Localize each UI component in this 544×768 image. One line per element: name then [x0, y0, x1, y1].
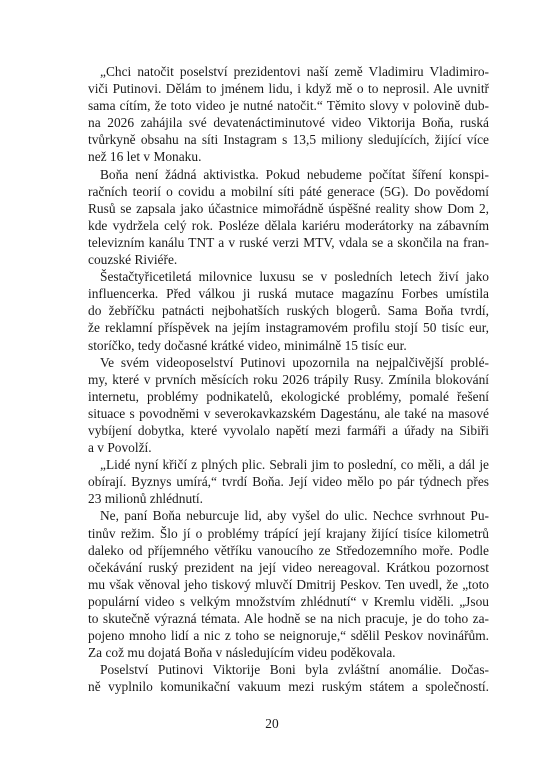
paragraph — [88, 63, 489, 166]
paragraph — [88, 166, 489, 269]
text-line: vybíjení dobytka, které vyvolalo napětí mezi farmáři a úřady na Sibiři — [88, 422, 489, 438]
paragraph — [88, 268, 489, 353]
text-line: pojeno mnoho lidí a nic z toho se neignoruje,“ sdělil Peskov novinářům. — [88, 628, 489, 644]
text-line: ně vyplnilo komunikační vakuum mezi ruským státem a společností. — [88, 679, 489, 695]
text-line: internetu, problémy podnikatelů, ekologické problémy, pomalé řešení — [88, 388, 489, 404]
text-line: Poselství Putinovi Viktorije Boni byla zvláštní anomálie. Dočas- — [100, 662, 489, 678]
text-line: račních teorií o covidu a mobilní síti páté generace (5G). Do povědomí — [88, 183, 489, 199]
text-line: na 2026 zahájila své devatenáctiminutové video Viktorija Boňa, ruská — [88, 115, 489, 131]
text-line: tvůrkyně obsahu na síti Instagram s 13,5 miliony sledujících, žijící více — [88, 132, 489, 148]
text-line: očekávání ruský prezident na její video nereagoval. Krátkou pozornost — [88, 559, 489, 575]
text-line: situace s povodněmi v severokavkazském Dagestánu, ale také na masové — [88, 405, 489, 421]
text-line: daleko od příjemného větříku vanoucího ze Středozemního moře. Podle — [88, 542, 489, 558]
text-line: kde vydržela celý rok. Posléze dělala kariéru moderátorky na zábavním — [88, 217, 489, 233]
paragraph — [88, 456, 489, 507]
text-line: „Chci natočit poselství prezidentovi naší země Vladimiru Vladimiro- — [100, 64, 489, 79]
text-line: influencerka. Před válkou ji ruská mutace magazínu Forbes umístila — [88, 286, 489, 302]
text-line: Ne, paní Boňa neburcuje lid, aby vyšel do ulic. Nechce svrhnout Pu- — [100, 508, 489, 524]
text-line: sama cítím, že toto video je nutné natočit.“ Těmito slovy v polovině dub- — [88, 98, 489, 114]
text-line: televizním kanálu TNT a v ruské verzi MTV, vdala se a skončila na fran- — [88, 234, 489, 250]
text-line: Ve svém videoposelství Putinovi upozornila na nejpalčivější problé- — [100, 354, 489, 370]
text-line: než 16 let v Monaku. — [88, 149, 202, 165]
text-line: do žebříčku patnácti nejbohatších ruských blogerů. Sama Boňa tvrdí, — [88, 303, 489, 319]
paragraph — [88, 507, 489, 661]
text-line: storíčko, tedy dočasné krátké video, minimálně 15 tisíc eur. — [88, 337, 407, 353]
text-line: Rusů se zapsala jako účastnice mimořádně úspěšné reality show Dom 2, — [88, 200, 489, 216]
paragraph — [88, 661, 489, 695]
text-line: mu však věnoval jeho tiskový mluvčí Dmitrij Peskov. Ten uvedl, že „toto — [88, 576, 489, 592]
text-line: my, které v prvních měsících roku 2026 trápily Rusy. Zmínila blokování — [88, 371, 489, 387]
page-number: 20 — [265, 716, 279, 731]
text-line: obírají. Byznys umírá,“ tvrdí Boňa. Její video mělo po pár týdnech přes — [88, 474, 489, 490]
text-line: a v Povolží. — [88, 440, 152, 456]
text-line: Za což mu dojatá Boňa v následujícím videu poděkovala. — [88, 645, 396, 661]
text-line: populární video s velkým množstvím zhlédnutí“ v Kremlu viděli. „Jsou — [88, 593, 489, 609]
text-line: Boňa není žádná aktivistka. Pokud nebudeme počítat šíření konspi- — [100, 166, 489, 182]
body-text — [88, 63, 489, 695]
text-line: viči Putinovi. Dělám to jménem lidu, i když mě o to neprosil. Ale uvnitř — [88, 81, 489, 97]
paragraph — [88, 354, 489, 457]
text-line: to skutečně výrazná témata. Ale hodně se na nich pracuje, je do toho za- — [88, 611, 489, 626]
text-line: „Lidé nyní křičí z plných plic. Sebrali jim to poslední, co měli, a dál je — [100, 457, 489, 473]
text-line: že reklamní příspěvek na jejím instagramovém profilu stojí 50 tisíc eur, — [88, 320, 489, 336]
text-line: 23 milionů zhlédnutí. — [88, 491, 203, 507]
text-line: Šestačtyřicetiletá milovnice luxusu se v posledních letech živí jako — [100, 269, 489, 285]
text-line: couzské Riviéře. — [88, 252, 178, 268]
text-line: tinův režim. Šlo jí o problémy trápící její krajany žijící tisíce kilometrů — [88, 525, 489, 541]
